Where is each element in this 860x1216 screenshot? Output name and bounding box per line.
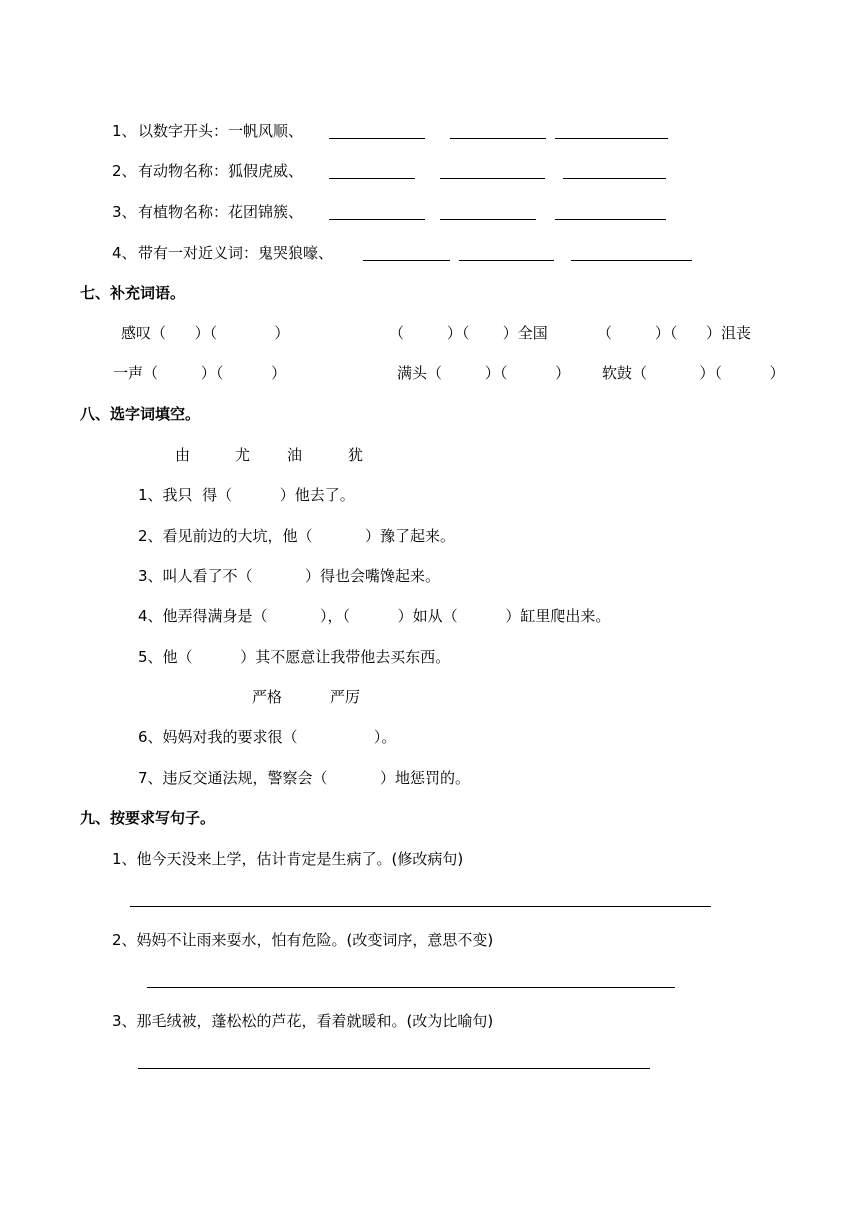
item-number: 3、 [112, 203, 137, 221]
fill-word-phrase[interactable]: （ ）（ ）沮丧 [597, 324, 752, 342]
option-word: 严格 [252, 688, 283, 706]
answer-blank[interactable] [329, 138, 425, 139]
item-number: 1、 [112, 122, 137, 140]
section-heading-7: 七、补充词语。 [80, 284, 186, 302]
fill-word-phrase[interactable]: 软鼓（ ）（ ） [602, 364, 785, 382]
answer-line[interactable] [130, 906, 711, 907]
item-label: 有动物名称： [138, 162, 229, 180]
answer-blank[interactable] [459, 260, 554, 261]
answer-blank[interactable] [440, 219, 536, 220]
item-label: 有植物名称： [138, 203, 229, 221]
fill-word-phrase[interactable]: 一声（ ）（ ） [113, 364, 287, 382]
sentence-task: 3、那毛绒被，蓬松松的芦花，看着就暖和。(改为比喻句) [112, 1012, 494, 1030]
answer-line[interactable] [138, 1068, 650, 1069]
fill-word-phrase[interactable]: （ ）（ ）全国 [389, 324, 548, 342]
item-number: 4、 [112, 244, 137, 262]
sentence-task: 2、妈妈不让雨来耍水，怕有危险。(改变词序，意思不变) [112, 931, 494, 949]
fill-item[interactable]: 4、他弄得满身是（ ），（ ）如从（ ）缸里爬出来。 [138, 607, 611, 625]
fill-item[interactable]: 7、违反交通法规，警察会（ ）地惩罚的。 [138, 769, 470, 787]
item-label: 带有一对近义词： [138, 244, 259, 262]
answer-blank[interactable] [571, 260, 692, 261]
answer-blank[interactable] [450, 138, 546, 139]
fill-word-phrase[interactable]: 感叹（ ）（ ） [121, 324, 290, 342]
answer-blank[interactable] [440, 178, 545, 179]
item-example: 花团锦簇、 [228, 203, 304, 221]
item-example: 狐假虎威、 [228, 162, 304, 180]
fill-item[interactable]: 5、他（ ）其不愿意让我带他去买东西。 [138, 648, 451, 666]
item-label: 以数字开头： [138, 122, 229, 140]
option-char: 犹 [348, 446, 364, 464]
answer-blank[interactable] [363, 260, 450, 261]
fill-word-phrase[interactable]: 满头（ ）（ ） [397, 364, 571, 382]
answer-line[interactable] [147, 987, 675, 988]
section-heading-9: 九、按要求写句子。 [80, 809, 216, 827]
item-example: 一帆风顺、 [228, 122, 304, 140]
option-char: 尤 [235, 446, 251, 464]
option-char: 油 [287, 446, 303, 464]
answer-blank[interactable] [555, 138, 668, 139]
fill-item[interactable]: 1、我只 得（ ）他去了。 [138, 486, 355, 504]
item-example: 鬼哭狼嚎、 [258, 244, 334, 262]
item-number: 2、 [112, 162, 137, 180]
section-heading-8: 八、选字词填空。 [80, 405, 201, 423]
fill-item[interactable]: 2、看见前边的大坑，他（ ）豫了起来。 [138, 527, 455, 545]
fill-item[interactable]: 3、叫人看了不（ ）得也会嘴馋起来。 [138, 567, 440, 585]
sentence-task: 1、他今天没来上学，估计肯定是生病了。(修改病句) [112, 850, 464, 868]
answer-blank[interactable] [555, 219, 666, 220]
answer-blank[interactable] [329, 219, 425, 220]
answer-blank[interactable] [563, 178, 666, 179]
option-word: 严厉 [330, 688, 361, 706]
option-char: 由 [175, 446, 191, 464]
fill-item[interactable]: 6、妈妈对我的要求很（ ）。 [138, 728, 397, 746]
answer-blank[interactable] [329, 178, 415, 179]
